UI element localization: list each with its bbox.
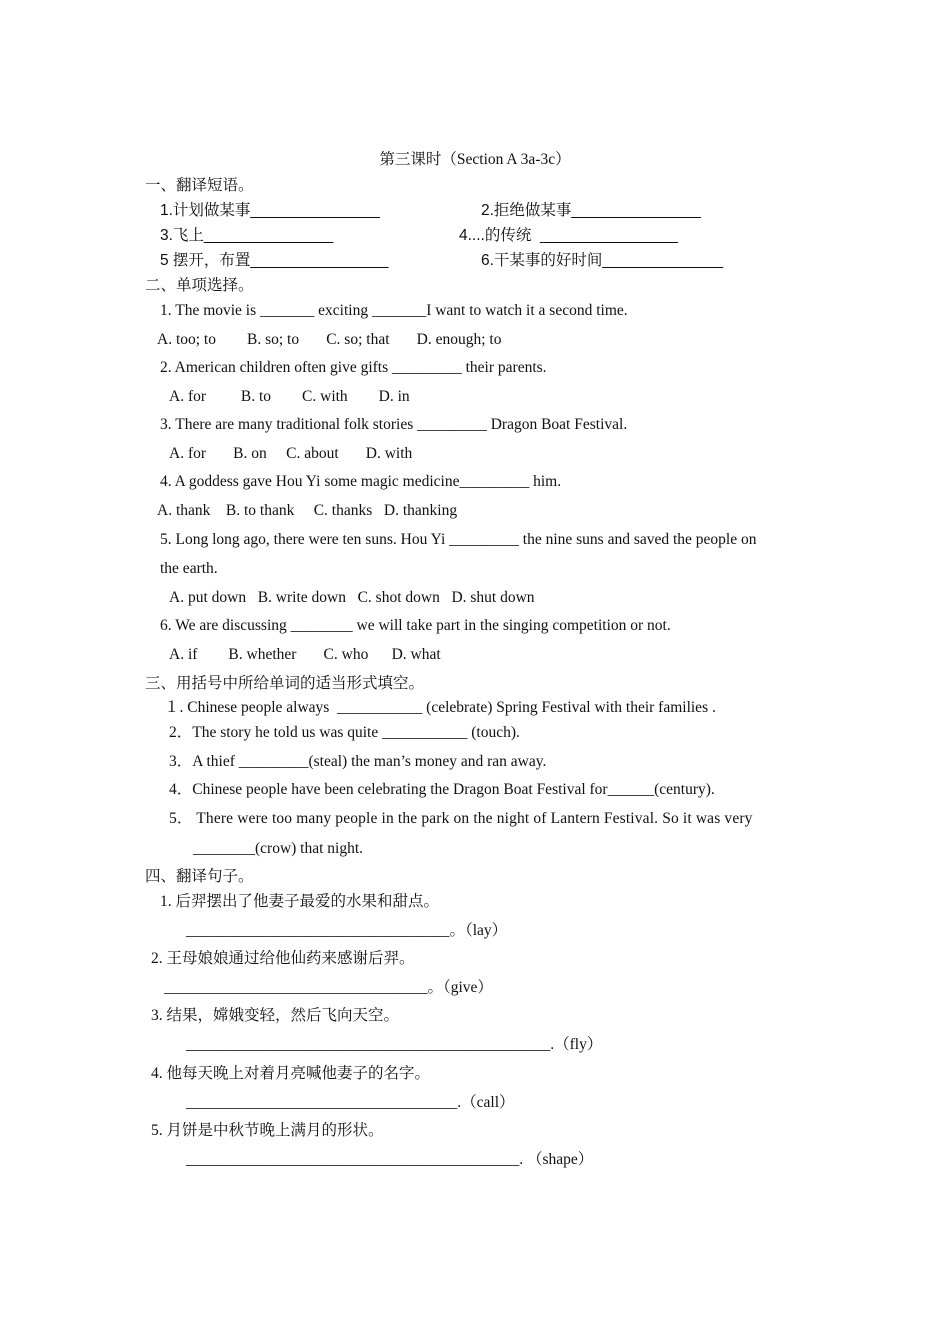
fill-item: 4．Chinese people have been celebrating the Dragon Boat Festival for______(century). <box>169 781 715 798</box>
section-heading-translate: 四、翻译句子。 <box>145 868 254 885</box>
question-options: A. thank B. to thank C. thanks D. thanking <box>157 502 458 519</box>
translate-prompt: 1. 后羿摆出了他妻子最爱的水果和甜点。 <box>160 893 440 910</box>
question-options: A. if B. whether C. who D. what <box>169 646 441 663</box>
page-title: 第三课时（Section A 3a-3c） <box>379 151 571 168</box>
question-stem: 3. There are many traditional folk stories _________ Dragon Boat Festival. <box>160 416 628 433</box>
phrase-item: 3.飞上_______________ <box>160 227 334 244</box>
answer-line: _______________________________________________.（fly） <box>186 1036 603 1053</box>
phrase-item: 5 摆开，布置________________ <box>160 252 389 269</box>
question-options: A. too; to B. so; to C. so; that D. enough; to <box>157 331 502 348</box>
fill-item: 2．The story he told us was quite ___________ (touch). <box>169 724 520 741</box>
fill-item: 5． There were too many people in the park on the night of Lantern Festival. So it was very <box>169 810 753 827</box>
phrase-item: 4....的传统 ________________ <box>459 227 678 244</box>
question-stem-continued: the earth. <box>160 560 218 577</box>
answer-line: __________________________________。（lay） <box>186 922 508 939</box>
phrase-item: 1.计划做某事_______________ <box>160 202 380 219</box>
section-heading-fill: 三、用括号中所给单词的适当形式填空。 <box>145 675 425 692</box>
question-stem: 1. The movie is _______ exciting _______I want to watch it a second time. <box>160 302 628 319</box>
question-stem: 4. A goddess gave Hou Yi some magic medicine_________ him. <box>160 473 562 490</box>
answer-line: __________________________________。（give） <box>164 979 493 996</box>
translate-prompt: 3. 结果，嫦娥变轻，然后飞向天空。 <box>151 1007 400 1024</box>
question-options: A. for B. on C. about D. with <box>169 445 413 462</box>
question-options: A. put down B. write down C. shot down D. shut down <box>169 589 535 606</box>
question-stem: 5. Long long ago, there were ten suns. Hou Yi _________ the nine suns and saved the people on <box>160 531 757 548</box>
question-stem: 6. We are discussing ________ we will take part in the singing competition or not. <box>160 617 671 634</box>
section-heading-phrases: 一、翻译短语。 <box>145 177 254 194</box>
translate-prompt: 5. 月饼是中秋节晚上满月的形状。 <box>151 1122 384 1139</box>
section-heading-choice: 二、单项选择。 <box>145 277 254 294</box>
translate-prompt: 4. 他每天晚上对着月亮喊他妻子的名字。 <box>151 1065 431 1082</box>
answer-line: ___________________________________.（call） <box>186 1094 515 1111</box>
answer-line: ___________________________________________. （shape） <box>186 1151 594 1168</box>
fill-item: 3．A thief _________(steal) the man’s money and ran away. <box>169 753 547 770</box>
question-options: A. for B. to C. with D. in <box>169 388 410 405</box>
phrase-item: 2.拒绝做某事_______________ <box>481 202 701 219</box>
fill-item: １. Chinese people always ___________ (celebrate) Spring Festival with their families . <box>164 699 716 716</box>
translate-prompt: 2. 王母娘娘通过给他仙药来感谢后羿。 <box>151 950 415 967</box>
fill-item-continued: ________(crow) that night. <box>193 840 364 857</box>
question-stem: 2. American children often give gifts _________ their parents. <box>160 359 547 376</box>
phrase-item: 6.干某事的好时间______________ <box>481 252 724 269</box>
